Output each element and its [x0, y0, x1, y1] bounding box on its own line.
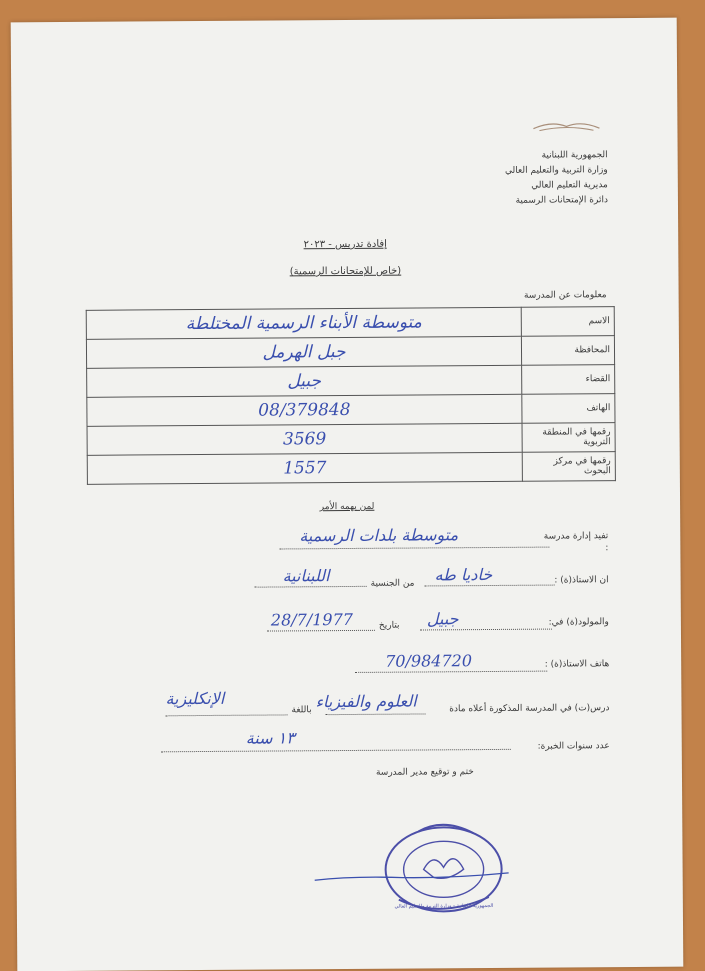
language-value: الإنكليزية: [165, 688, 225, 709]
document-title: إفادة تدريس - ٢٠٢٣: [303, 238, 387, 251]
header-line-1: الجمهورية اللبنانية: [541, 150, 608, 161]
experience-line: [161, 733, 511, 752]
table-row: [87, 452, 615, 485]
header-line-3: مديرية التعليم العالي: [531, 180, 608, 191]
table-row: [87, 423, 615, 456]
row-value: جبل الهرمل: [86, 336, 521, 368]
teacher-label: ان الاستاذ(ة) :: [554, 575, 609, 586]
birth-place-value: جبيل: [426, 609, 459, 629]
signature-icon: [313, 865, 513, 896]
document-subtitle: (خاص للإمتحانات الرسمية): [289, 265, 402, 278]
nationality-value: اللبنانية: [282, 566, 330, 586]
subject-value: العلوم والفيزياء: [315, 691, 417, 712]
experience-value: ١٣ سنة: [245, 728, 295, 748]
row-label: الهاتف: [522, 394, 615, 424]
to-whom-heading: لمن يهمه الأمر: [319, 501, 375, 513]
document-page: [11, 18, 684, 971]
experience-label: عدد سنوات الخبرة:: [537, 741, 610, 752]
language-label: باللغة: [291, 705, 312, 716]
ministry-logo-icon: [531, 118, 601, 132]
school-info-table: [86, 306, 616, 485]
date-label: بتاريخ: [378, 620, 400, 631]
birth-date-value: 28/7/1977: [270, 609, 353, 630]
row-label: رقمها في مركز البحوث: [522, 452, 615, 482]
row-value: 08/379848: [87, 394, 522, 426]
nationality-label: من الجنسية: [370, 578, 415, 589]
table-row: [87, 365, 615, 398]
table-row: [86, 336, 614, 369]
table-row: [87, 394, 615, 427]
teacher-value: خاديا طه: [434, 564, 493, 585]
row-value: متوسطة الأبناء الرسمية المختلطة: [86, 307, 521, 339]
row-value: جبيل: [87, 365, 522, 397]
school-info-heading: معلومات عن المدرسة: [523, 290, 607, 301]
row-value: 1557: [87, 452, 522, 484]
phone-value: 70/984720: [385, 651, 473, 671]
header-line-2: وزارة التربية والتعليم العالي: [504, 165, 608, 176]
row-label: رقمها في المنطقة التربوية: [522, 423, 615, 453]
teaches-label: درس(ت) في المدرسة المذكورة أعلاه مادة: [449, 703, 610, 715]
stamp-text: الجمهورية اللبنانية - وزارة التربية والتعليم العالي: [394, 902, 494, 910]
row-label: القضاء: [522, 365, 615, 395]
management-label: تفيد إدارة مدرسة :: [543, 531, 609, 554]
management-value: متوسطة بلدات الرسمية: [299, 525, 459, 546]
header-line-4: دائرة الإمتحانات الرسمية: [515, 195, 608, 206]
phone-label: هاتف الاستاذ(ة) :: [544, 659, 610, 670]
row-label: الاسم: [521, 307, 614, 337]
row-value: 3569: [87, 423, 522, 455]
signature-label: ختم و توقيع مدير المدرسة: [375, 767, 474, 778]
birth-label: والمولود(ة) في:: [548, 617, 609, 628]
row-label: المحافظة: [521, 336, 614, 366]
table-row: [86, 307, 614, 340]
